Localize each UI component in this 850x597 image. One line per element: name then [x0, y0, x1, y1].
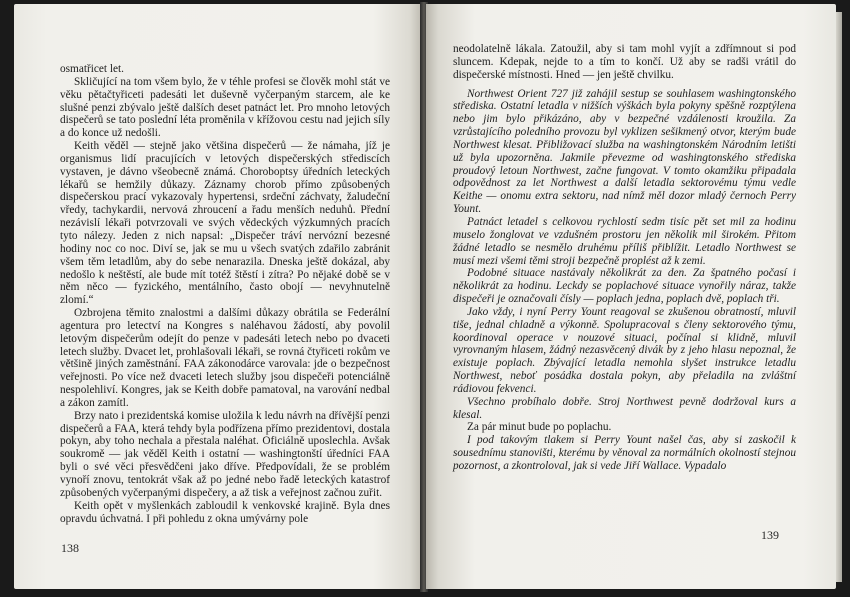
paragraph: Ozbrojena těmito znalostmi a dalšími důkazy obrátila se Federální agentura pro letectví na Kongres s naléhavou žádostí, aby povolil letovým dispečerům odejít do penze v padesáti letech nebo po dvaceti letech služby. Dvacet let, prohlašovali lékaři, se rovná čtyřiceti rokům ve většině jiných zaměstnání. FAA zákonodárce varovala: jde o bezpečnost veřejnosti. Po více než dvaceti letech služby jsou dispečeři potenciálně nespolehliví. Kongres, jak se Keith dobře pamatoval, na varování nedbal a zákon zamítl. [60, 307, 390, 409]
paragraph: Keith opět v myšlenkách zabloudil k venkovské krajině. Byla dnes opravdu úchvatná. I při pohledu z okna umývárny pole [60, 499, 390, 525]
right-page [426, 4, 836, 589]
left-page [14, 4, 422, 589]
paragraph: Keith věděl — stejně jako většina dispečerů — že námaha, jíž je organismus lidí pracujících v letových dispečerských střediscích vystaven, je dávno všeobecně známá. Choroboptsy úředních leteckých lékařů se hemžily důkazy. Záznamy chorob přímo způsobených dispečerskou prací vykazovaly hypertensi, srdeční záchvaty, žaludeční vředy, tachykardii, nervová zhroucení a řadu menších neduhů. Přední nezávislí lékaři potvrzovali ve svých vědeckých výzkumných pracích tyto nálezy. Jeden z nich napsal: „Dispečer tráví nervózní bezesné hodiny noc co noc. Diví se, jak se mu u všech svatých zdařilo zabránit všem těm letadlům, aby do sebe nenarazila. Dneska ještě dokázal, aby nedošlo k neštěstí, ale bude mít totéž štěstí i zítra? Po nějaké době se v něm něco — fyzického, mentálního, často obojí — nevyhnutelně zlomí.“ [60, 140, 390, 307]
paragraph: neodolatelně lákala. Zatoužil, aby si tam mohl vyjít a zdřímnout si pod sluncem. Kdepak, nejde to a tím to končí. Už aby se radši vrátil do dispečerské místnosti. Hned — jen ještě chvilku. [453, 43, 796, 81]
page-number: 139 [761, 528, 779, 542]
paragraph: Všechno probíhalo dobře. Stroj Northwest pevně dodržoval kurs a klesal. [453, 395, 796, 421]
paragraph: I pod takovým tlakem si Perry Yount našel čas, aby si zaskočil k sousednímu stanovišti, kterému by věnoval za normálních okolností stejnou pozornost, a zkontroloval, jak si vede Jiří Wallace. Vypadalo [453, 434, 796, 472]
paragraph: Northwest Orient 727 již zahájil sestup se souhlasem washingtonského střediska. Ostatní letadla v nižších výškách byla pokyny spěšně rozptýlena nebo jim bylo přikázáno, aby v bezpečné vzdálenosti kroužila. Za vzrůstajícího poledního provozu byl vyklizen sešikmený otvor, kterým bude Northwest klesat. Přibližovací služba na washingtonském Národním letišti už byla upozorněna. Jakmile převezme od washingtonského střediska proudový letoun Northwest, začne fungovat. V tomto okamžiku připadala odpovědnost za let Northwest a další letadla sektorovému týmu vedle Keithe — onomu extra sektoru, nad nímž měl dozor mladý černoch Perry Yount. [453, 87, 796, 216]
page-number: 138 [61, 541, 79, 555]
paragraph: Za pár minut bude po poplachu. [467, 421, 612, 434]
left-page-text [60, 63, 390, 525]
paragraph: Skličující na tom všem bylo, že v téhle profesi se člověk mohl stát ve věku pětačtyřiceti padesáti let duševně vyčerpaným starcem, ale ke slušné penzi zbývalo ještě dalších deset patnáct let. Pro mnoho letových dispečerů se tato poslední léta proměnila v křížovou cestu nad jejich síly a do konce už nedošli. [60, 75, 390, 140]
page-edges [836, 12, 842, 582]
paragraph: Jako vždy, i nyní Perry Yount reagoval se zkušenou obratností, mluvil tiše, jednal chladně a výkonně. Spolupracoval s členy sektorového týmu, koordinoval operace v nouzové situaci, počínal si klidně, mluvil vyrovnaným hlasem, žádný nezasvěcený divák by z jeho hlasu nepoznal, že existuje poplach. Zbývající letadla nemohla slyšet instrukce letadlu Northwest, neboť posádka dostala pokyn, aby přeladila na zvláštní rádiovou fekvenci. [453, 305, 796, 395]
right-page-text [453, 43, 796, 473]
paragraph: Patnáct letadel s celkovou rychlostí sedm tisíc pět set mil za hodinu muselo žonglovat ve vzdušném prostoru jen několik mil širokém. Přitom žádné letadlo se nesmělo druhému příliš přiblížit. Letadlo Northwest se musí mezi všemi těmi stroji bezpečně proplést až k zemi. [453, 215, 796, 267]
paragraph: Brzy nato i prezidentská komise uložila k ledu návrh na dřívější penzi dispečerů a FAA, která tehdy byla podřízena přímo prezidentovi, dostala pokyn, aby toho nechala a přestala naléhat. Oficiálně uposlechla. Avšak soukromě — jak věděl Keith i ostatní — washingtonští úředníci FAA byli o své věci přesvědčeni jako dříve. Předpovídali, že se problém vynoří znovu, tentokrát však až po jedné nebo řadě leteckých katastrof způsobených vyčerpanými dispečery, a až tisk a veřejnost začnou zuřit. [60, 409, 390, 499]
paragraph: Podobné situace nastávaly několikrát za den. Za špatného počasí i několikrát za hodinu. Leckdy se poplachové situace vynořily náraz, takže dispečeři je označovali čísly — poplach jedna, poplach dvě, poplach tři. [453, 267, 796, 306]
paragraph: osmatřicet let. [60, 63, 124, 75]
